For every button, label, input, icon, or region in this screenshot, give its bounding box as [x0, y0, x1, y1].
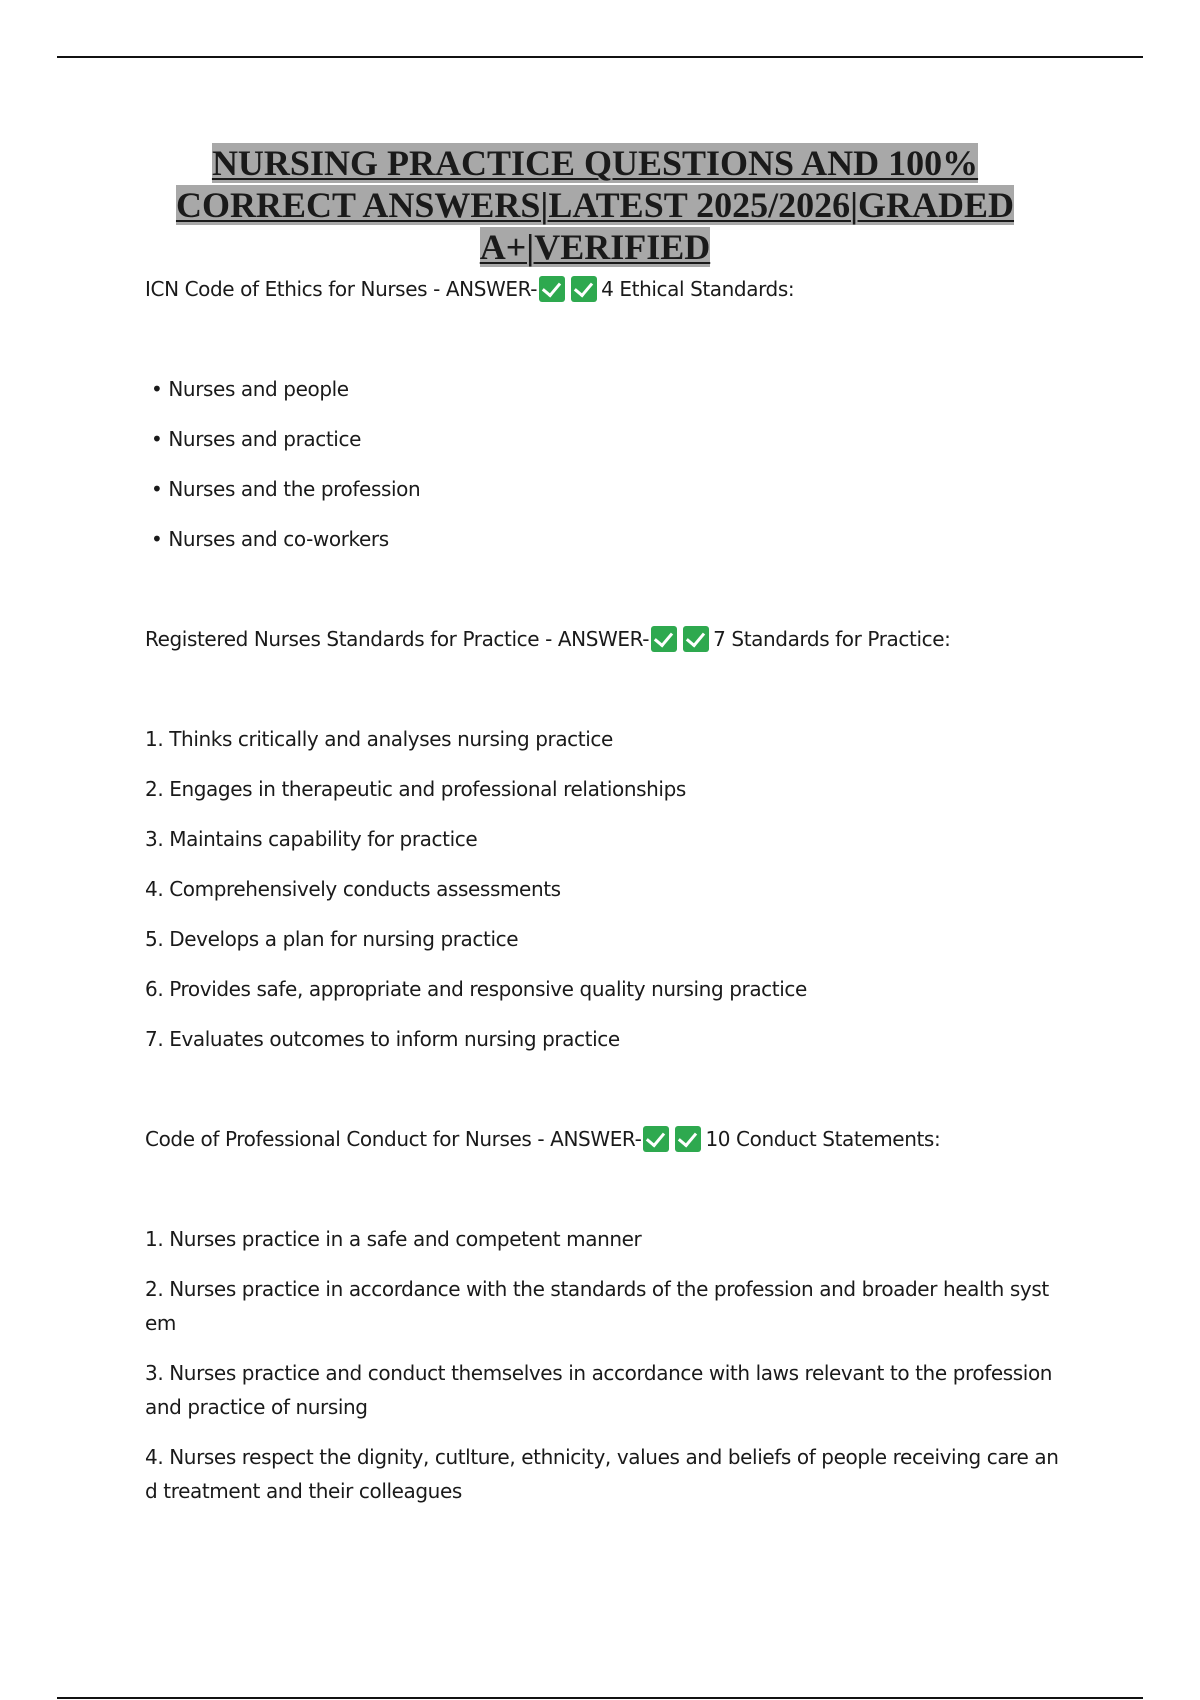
document-title: [130, 142, 1060, 268]
document-body: [145, 272, 1065, 1524]
question-text: ICN Code of Ethics for Nurses - ANSWER-: [145, 277, 538, 301]
question-heading: [145, 272, 1065, 372]
title-line-3: A+|VERIFIED: [479, 227, 711, 267]
list-item: 4. Comprehensively conducts assessments: [145, 877, 561, 901]
check-mark-icon: [571, 276, 597, 302]
question-heading: [145, 622, 1065, 722]
check-mark-icon: [651, 626, 677, 652]
list-item: 3. Maintains capability for practice: [145, 827, 478, 851]
section-gap: [145, 572, 1065, 622]
question-text: Registered Nurses Standards for Practice - ANSWER-: [145, 627, 650, 651]
list-item: 1. Nurses practice in a safe and competent manner: [145, 1227, 642, 1251]
list-item: 4. Nurses respect the dignity, cutlture, ethnicity, values and beliefs of people receiving care an d treatment and their colleagues: [145, 1445, 1059, 1503]
title-line-1: NURSING PRACTICE QUESTIONS AND 100%: [211, 143, 979, 183]
list-item: 6. Provides safe, appropriate and responsive quality nursing practice: [145, 977, 807, 1001]
question-text: Code of Professional Conduct for Nurses - ANSWER-: [145, 1127, 642, 1151]
check-mark-icon: [643, 1126, 669, 1152]
bottom-rule: [57, 1697, 1143, 1699]
answer-checks: [643, 1122, 705, 1156]
answer-checks: [651, 622, 713, 656]
top-rule: [57, 56, 1143, 58]
list-item: • Nurses and people: [151, 377, 349, 401]
check-mark-icon: [675, 1126, 701, 1152]
list-item: 5. Develops a plan for nursing practice: [145, 927, 519, 951]
answer-text: 4 Ethical Standards:: [601, 277, 795, 301]
list-item: • Nurses and practice: [151, 427, 361, 451]
list-item: 1. Thinks critically and analyses nursing practice: [145, 727, 613, 751]
list-item: • Nurses and co-workers: [151, 527, 389, 551]
answer-checks: [539, 272, 601, 306]
list-item: • Nurses and the profession: [151, 477, 421, 501]
answer-text: 10 Conduct Statements:: [705, 1127, 941, 1151]
check-mark-icon: [539, 276, 565, 302]
check-mark-icon: [683, 626, 709, 652]
list-item: 2. Engages in therapeutic and professional relationships: [145, 777, 686, 801]
title-line-2: CORRECT ANSWERS|LATEST 2025/2026|GRADED: [175, 185, 1015, 225]
list-item: 3. Nurses practice and conduct themselves in accordance with laws relevant to the profession and practice of nursing: [145, 1361, 1053, 1419]
section-gap: [145, 1072, 1065, 1122]
question-heading: [145, 1122, 1065, 1222]
list-item: 7. Evaluates outcomes to inform nursing practice: [145, 1027, 620, 1051]
list-item: 2. Nurses practice in accordance with the standards of the profession and broader health syst em: [145, 1277, 1049, 1335]
answer-text: 7 Standards for Practice:: [713, 627, 951, 651]
